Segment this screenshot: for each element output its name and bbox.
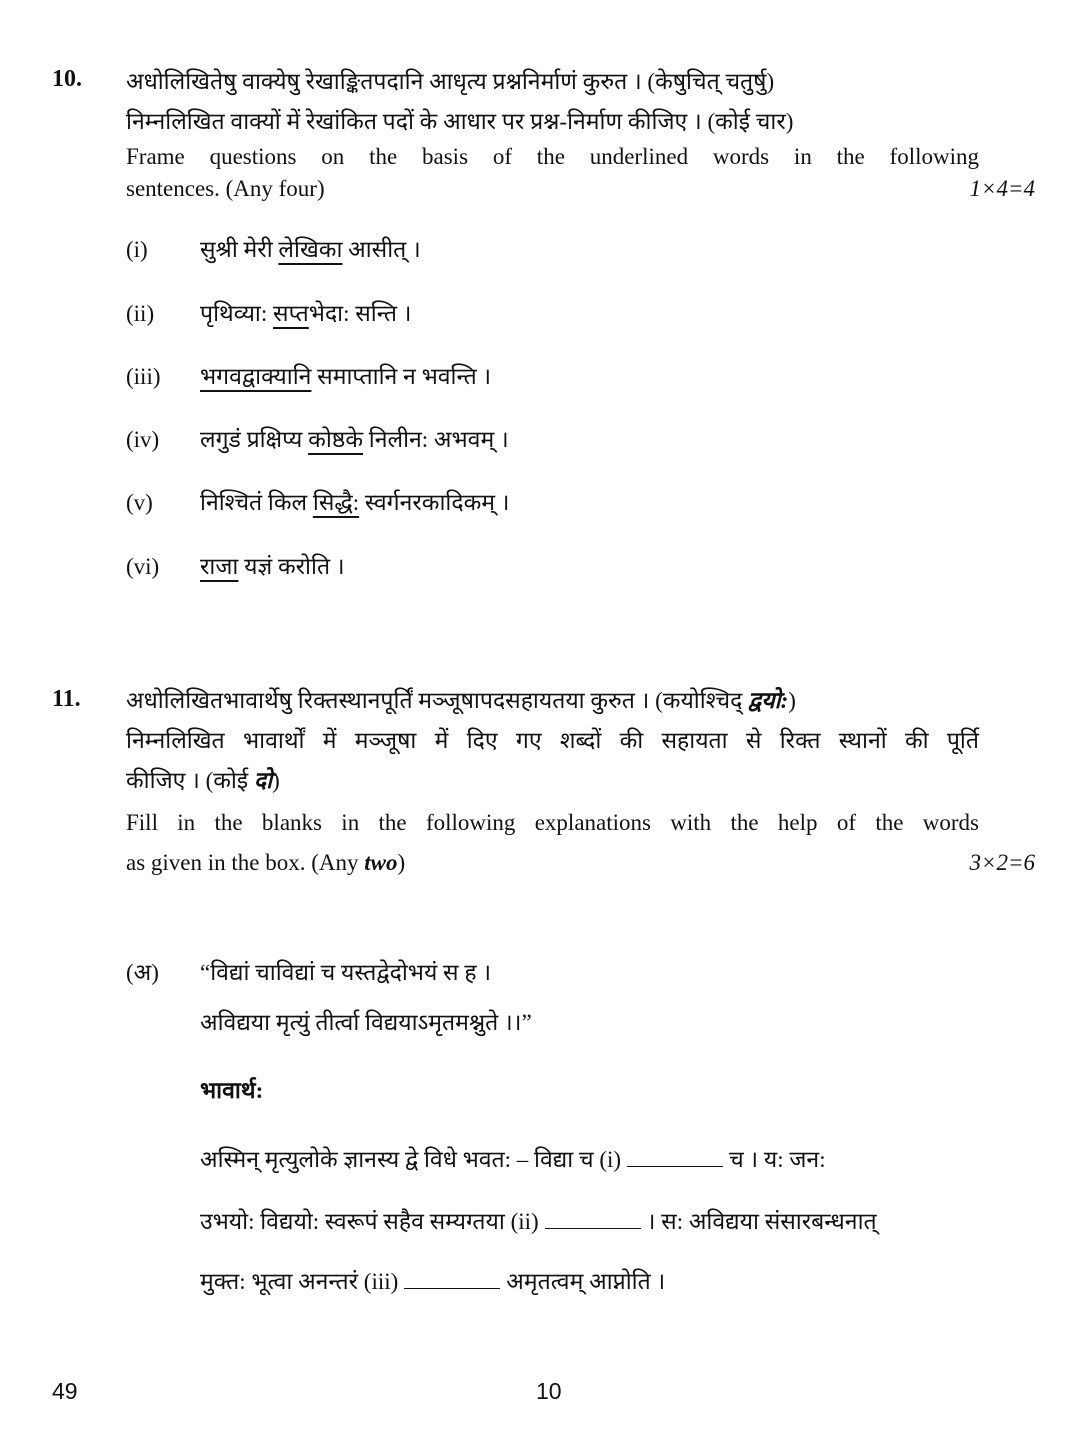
q10-item-text-after: निलीन: अभवम् ।	[363, 427, 509, 452]
q10-item-underlined-word: कोष्ठके	[308, 427, 363, 452]
q10-item-text-before: पृथिव्या:	[200, 301, 274, 326]
q10-item-underlined-word: सिद्धै:	[312, 490, 360, 515]
q10-item	[126, 485, 509, 517]
bhavarth-line-3-start: मुक्त: भूत्वा अनन्तरं (iii)	[200, 1269, 399, 1294]
bhavarth-line-1-end: च । य: जन:	[729, 1147, 826, 1172]
q10-item-number: (vi)	[126, 554, 160, 579]
q11-instruction-sanskrit	[126, 683, 796, 715]
q10-item-text-before: निश्चितं किल	[200, 490, 313, 515]
q11-sanskrit-close: )	[788, 688, 796, 713]
q11-part-a-label: (अ)	[126, 960, 159, 985]
verse-line-1: “विद्यां चाविद्यां च यस्तद्वेदोभयं स ह ।	[200, 960, 492, 985]
q10-item-number: (iv)	[126, 427, 160, 452]
q11-english-emphasis: two	[364, 850, 398, 875]
q11-instruction-hindi-2	[126, 763, 280, 795]
q10-instruction-english-2: sentences. (Any four)	[126, 176, 325, 201]
q10-item-number: (ii)	[126, 301, 155, 326]
q10-item-underlined-word: राजा	[200, 554, 239, 579]
question-11-number: 11.	[52, 686, 81, 712]
bhavarth-line-3-end: अमृतत्वम् आप्नोति ।	[506, 1269, 666, 1294]
bhavarth-label: भावार्थ:	[200, 1078, 264, 1103]
paper-code: 49	[52, 1378, 78, 1404]
q10-item-number: (i)	[126, 237, 148, 262]
bhavarth-line-1-start: अस्मिन् मृत्युलोके ज्ञानस्य द्वे विधे भवत: – विद्या च (i)	[200, 1147, 622, 1172]
q10-item-text-before: लगुडं प्रक्षिप्य	[200, 427, 309, 452]
blank-i[interactable]	[627, 1150, 723, 1167]
question-10-number: 10.	[52, 66, 82, 92]
blank-iii[interactable]	[404, 1272, 500, 1289]
q11-instruction-hindi-1: निम्नलिखित भावार्थों में मञ्जूषा में दिए गए शब्दों की सहायता से रिक्त स्थानों की पूर्ति	[126, 728, 979, 753]
q10-instruction-hindi: निम्नलिखित वाक्यों में रेखांकित पदों के आधार पर प्रश्न-निर्माण कीजिए । (कोई चार)	[126, 109, 794, 134]
q10-item-underlined-word: भगवद्वाक्यानि	[200, 364, 312, 389]
bhavarth-line-2-start: उभयो: विद्ययो: स्वरूपं सहैव सम्यग्तया (ii)	[200, 1209, 539, 1234]
q11-sanskrit-emphasis: द्वयो:	[748, 688, 789, 713]
q10-item-text-before: सुश्री मेरी	[200, 237, 279, 262]
q10-item-underlined-word: लेखिका	[278, 237, 343, 262]
page-number: 10	[536, 1378, 562, 1404]
q11-marks: 3×2=6	[969, 850, 1035, 875]
q11-sanskrit-text: अधोलिखितभावार्थेषु रिक्तस्थानपूर्तिं मञ्जूषापदसहायतया कुरुत । (कयोश्चिद्	[126, 688, 749, 713]
bhavarth-line-1	[200, 1142, 826, 1174]
q10-item	[126, 232, 421, 264]
q11-instruction-english-1: Fill in the blanks in the following explanations with the help of the words	[126, 810, 979, 835]
q10-item	[126, 296, 411, 328]
q10-item-text-after: आसीत् ।	[342, 237, 421, 262]
bhavarth-line-3	[200, 1264, 665, 1296]
q11-hindi-close: )	[272, 768, 280, 793]
q10-item	[126, 422, 509, 454]
q10-item-number: (iii)	[126, 364, 161, 389]
q10-item-text-after: यज्ञं करोति ।	[238, 554, 345, 579]
blank-ii[interactable]	[545, 1212, 641, 1229]
q11-instruction-english-2	[126, 850, 405, 876]
q10-item-text-after: स्वर्गनरकादिकम् ।	[359, 490, 510, 515]
q10-item	[126, 359, 491, 391]
q10-item-underlined-word: सप्त	[273, 301, 309, 326]
q10-item-text-after: भेदा: सन्ति ।	[308, 301, 412, 326]
q10-item-text-after: समाप्तानि न भवन्ति ।	[311, 364, 492, 389]
q11-english-text: as given in the box. (Any	[126, 850, 365, 875]
q11-part-a	[126, 955, 491, 987]
bhavarth-line-2-end: । स: अविद्यया संसारबन्धनात्	[646, 1209, 877, 1234]
q10-instruction-sanskrit: अधोलिखितेषु वाक्येषु रेखाङ्कितपदानि आधृत्य प्रश्ननिर्माणं कुरुत । (केषुचित् चतुर्षु)	[126, 69, 775, 94]
q11-english-close: )	[397, 850, 406, 875]
verse-line-2: अविद्यया मृत्युं तीर्त्वा विद्ययाऽमृतमश्नुते ।।”	[200, 1010, 532, 1035]
q10-item	[126, 549, 345, 581]
bhavarth-line-2	[200, 1204, 877, 1236]
q10-item-number: (v)	[126, 490, 153, 515]
q11-hindi-text: कीजिए । (कोई	[126, 768, 254, 793]
q11-hindi-emphasis: दो	[253, 768, 273, 793]
q10-instruction-english-1: Frame questions on the basis of the underlined words in the following	[126, 144, 979, 169]
q10-marks: 1×4=4	[969, 176, 1035, 201]
